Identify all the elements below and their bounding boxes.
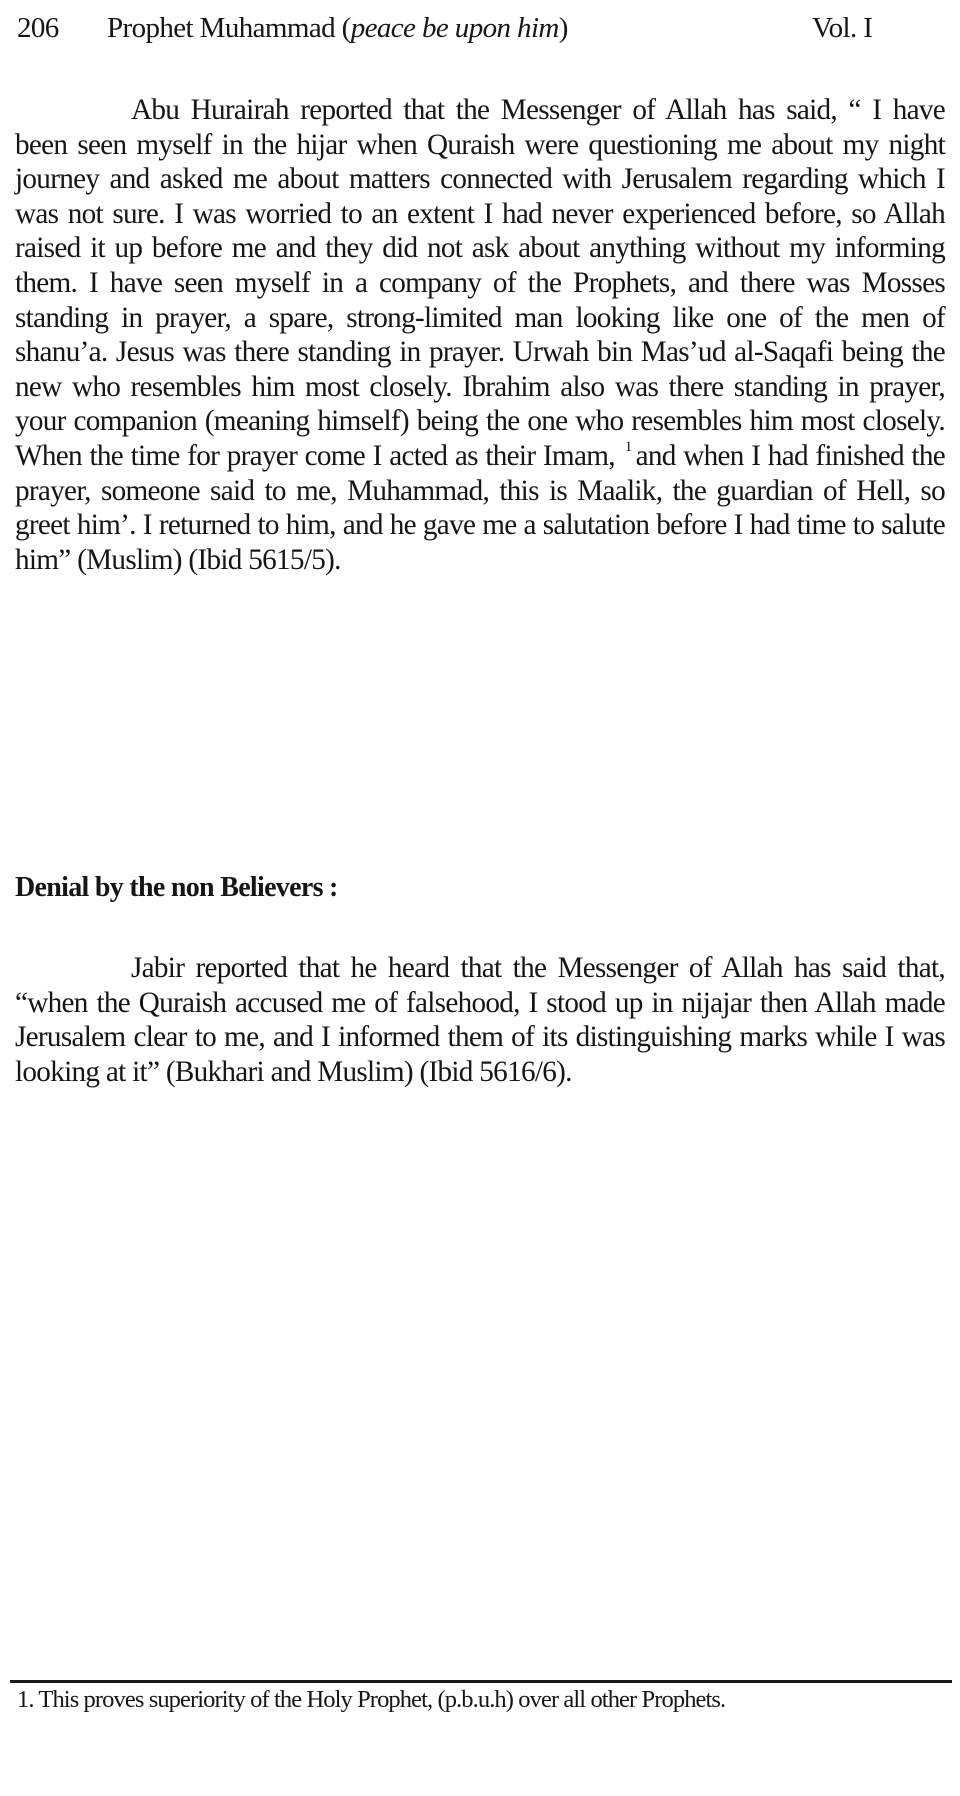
paragraph-jabir: [15, 951, 945, 1089]
paragraph-text: [15, 93, 945, 577]
paragraph-text: Jabir reported that he heard that the Messenger of Allah has said that, “when the Quraish accused me of falsehood, I stood up in nijajar then Allah made Jerusalem clear to me, and I informed them of its distinguishing marks while I was looking at it” (Bukhari and Muslim) (Ibid 5616/6).: [15, 952, 945, 1088]
paragraph-text-part1: Abu Hurairah reported that the Messenger of Allah has said, “ I have been seen myself in the hijar when Quraish were questioning me about my night journey and asked me about matters connected with Jerusalem regarding which I was not sure. I was worried to an extent I had never experienced before, so Allah raised it up before me and they did not ask about anything without my informing them. I have seen myself in a company of the Prophets, and there was Mosses standing in prayer, a spare, strong-limited man looking like one of the men of shanu’a. Jesus was there standing in prayer. Urwah bin Mas’ud al-Saqafi being the new who resembles him most closely. Ibrahim also was there standing in prayer, your companion (meaning himself) being the one who resembles him most closely. When the time for prayer come I acted as their Imam,: [15, 94, 945, 472]
paragraph-text-part2: and when I had finished the prayer, someone said to me, Muhammad, this is Maalik, the guardian of Hell, so greet him’. I returned to him, and he gave me a salutation before I had time to salute him” (Muslim) (Ibid 5615/5).: [15, 439, 945, 576]
footnote-number: 1.: [17, 1686, 34, 1713]
footnote: [17, 1684, 957, 1716]
book-title: [107, 8, 568, 48]
running-head: [17, 8, 947, 48]
section-heading: Denial by the non Believers :: [15, 872, 338, 903]
book-title-prefix: Prophet Muhammad (: [107, 12, 351, 44]
page-number: 206: [17, 12, 59, 44]
footnote-reference: 1: [624, 438, 632, 455]
footnote-divider: [10, 1680, 952, 1683]
volume-label: Vol. I: [812, 12, 873, 44]
book-title-suffix: ): [558, 12, 568, 44]
footnote-text: This proves superiority of the Holy Prophet, (p.b.u.h) over all other Prophets.: [38, 1686, 726, 1713]
paragraph-abu-hurairah: [15, 93, 945, 577]
book-title-italic: peace be upon him: [350, 12, 559, 44]
